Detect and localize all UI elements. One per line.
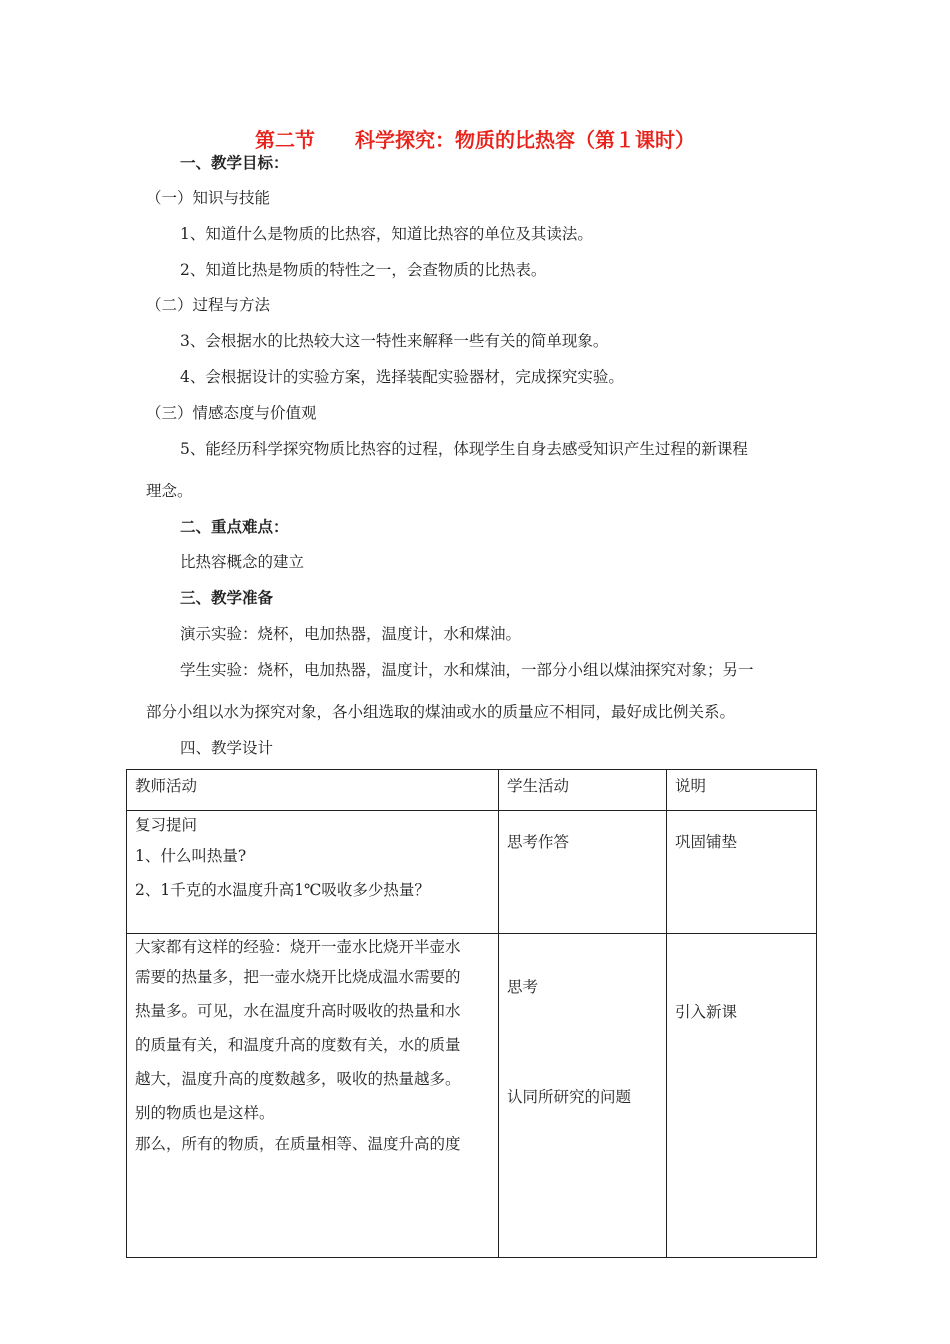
- goal-item-5-line2: 理念。: [146, 482, 193, 500]
- key-points-text: 比热容概念的建立: [180, 553, 305, 571]
- notes-cell: [667, 811, 817, 934]
- note-line: 引入新课: [675, 1003, 738, 1021]
- teacher-activity-cell: [127, 811, 499, 934]
- goal-item-4: 4、会根据设计的实验方案，选择装配实验器材，完成探究实验。: [180, 368, 624, 386]
- student-experiment-line1: 学生实验：烧杯，电加热器，温度计，水和煤油，一部分小组以煤油探究对象；另一: [180, 661, 754, 679]
- subheading-knowledge: （一）知识与技能: [146, 189, 271, 207]
- preparation-heading: 三、教学准备: [180, 589, 274, 607]
- note-line: 巩固铺垫: [675, 833, 738, 851]
- header-notes: 说明: [667, 770, 817, 811]
- subheading-process: （二）过程与方法: [146, 296, 271, 314]
- teacher-line: 1、什么叫热量?: [135, 847, 247, 865]
- subheading-attitude: （三）情感态度与价值观: [146, 404, 317, 422]
- notes-cell: [667, 934, 817, 1258]
- teacher-line: 2、1千克的水温度升高1℃吸收多少热量？: [135, 881, 430, 899]
- student-activity-cell: [499, 811, 667, 934]
- goal-item-2: 2、知道比热是物质的特性之一，会查物质的比热表。: [180, 261, 547, 279]
- student-experiment-line2: 部分小组以水为探究对象，各小组选取的煤油或水的质量应不相同，最好成比例关系。: [146, 703, 736, 721]
- student-line: 认同所研究的问题: [507, 1088, 632, 1106]
- teacher-line: 大家都有这样的经验：烧开一壶水比烧开半壶水: [135, 938, 461, 956]
- header-teacher-activity: 教师活动: [127, 770, 499, 811]
- teacher-activity-cell: [127, 934, 499, 1258]
- teacher-line: 复习提问: [135, 816, 198, 834]
- page-title: 第二节 科学探究：物质的比热容（第１课时）: [255, 128, 695, 152]
- teacher-line: 热量多。可见，水在温度升高时吸收的热量和水: [135, 1002, 461, 1020]
- table-row: [127, 934, 817, 1258]
- teacher-line: 那么，所有的物质，在质量相等、温度升高的度: [135, 1135, 461, 1153]
- student-line: 思考作答: [507, 833, 570, 851]
- table-row: [127, 811, 817, 934]
- goal-item-3: 3、会根据水的比热较大这一特性来解释一些有关的简单现象。: [180, 332, 609, 350]
- teaching-design-table: [126, 769, 817, 1258]
- teacher-line: 的质量有关，和温度升高的度数有关，水的质量: [135, 1036, 461, 1054]
- goal-item-5-line1: 5、能经历科学探究物质比热容的过程，体现学生自身去感受知识产生过程的新课程: [180, 440, 748, 458]
- key-points-heading: 二、重点难点：: [180, 518, 289, 536]
- student-line: 思考: [507, 978, 539, 996]
- goal-item-1: 1、知道什么是物质的比热容，知道比热容的单位及其读法。: [180, 225, 593, 243]
- teacher-line: 别的物质也是这样。: [135, 1104, 275, 1122]
- header-student-activity: 学生活动: [499, 770, 667, 811]
- table-header-row: [127, 770, 817, 811]
- design-heading: 四、教学设计: [180, 739, 274, 757]
- demo-experiment: 演示实验：烧杯，电加热器，温度计，水和煤油。: [180, 625, 522, 643]
- teacher-line: 需要的热量多，把一壶水烧开比烧成温水需要的: [135, 968, 461, 986]
- goal-heading: 一、教学目标：: [180, 154, 289, 172]
- teacher-line: 越大，温度升高的度数越多，吸收的热量越多。: [135, 1070, 461, 1088]
- student-activity-cell: [499, 934, 667, 1258]
